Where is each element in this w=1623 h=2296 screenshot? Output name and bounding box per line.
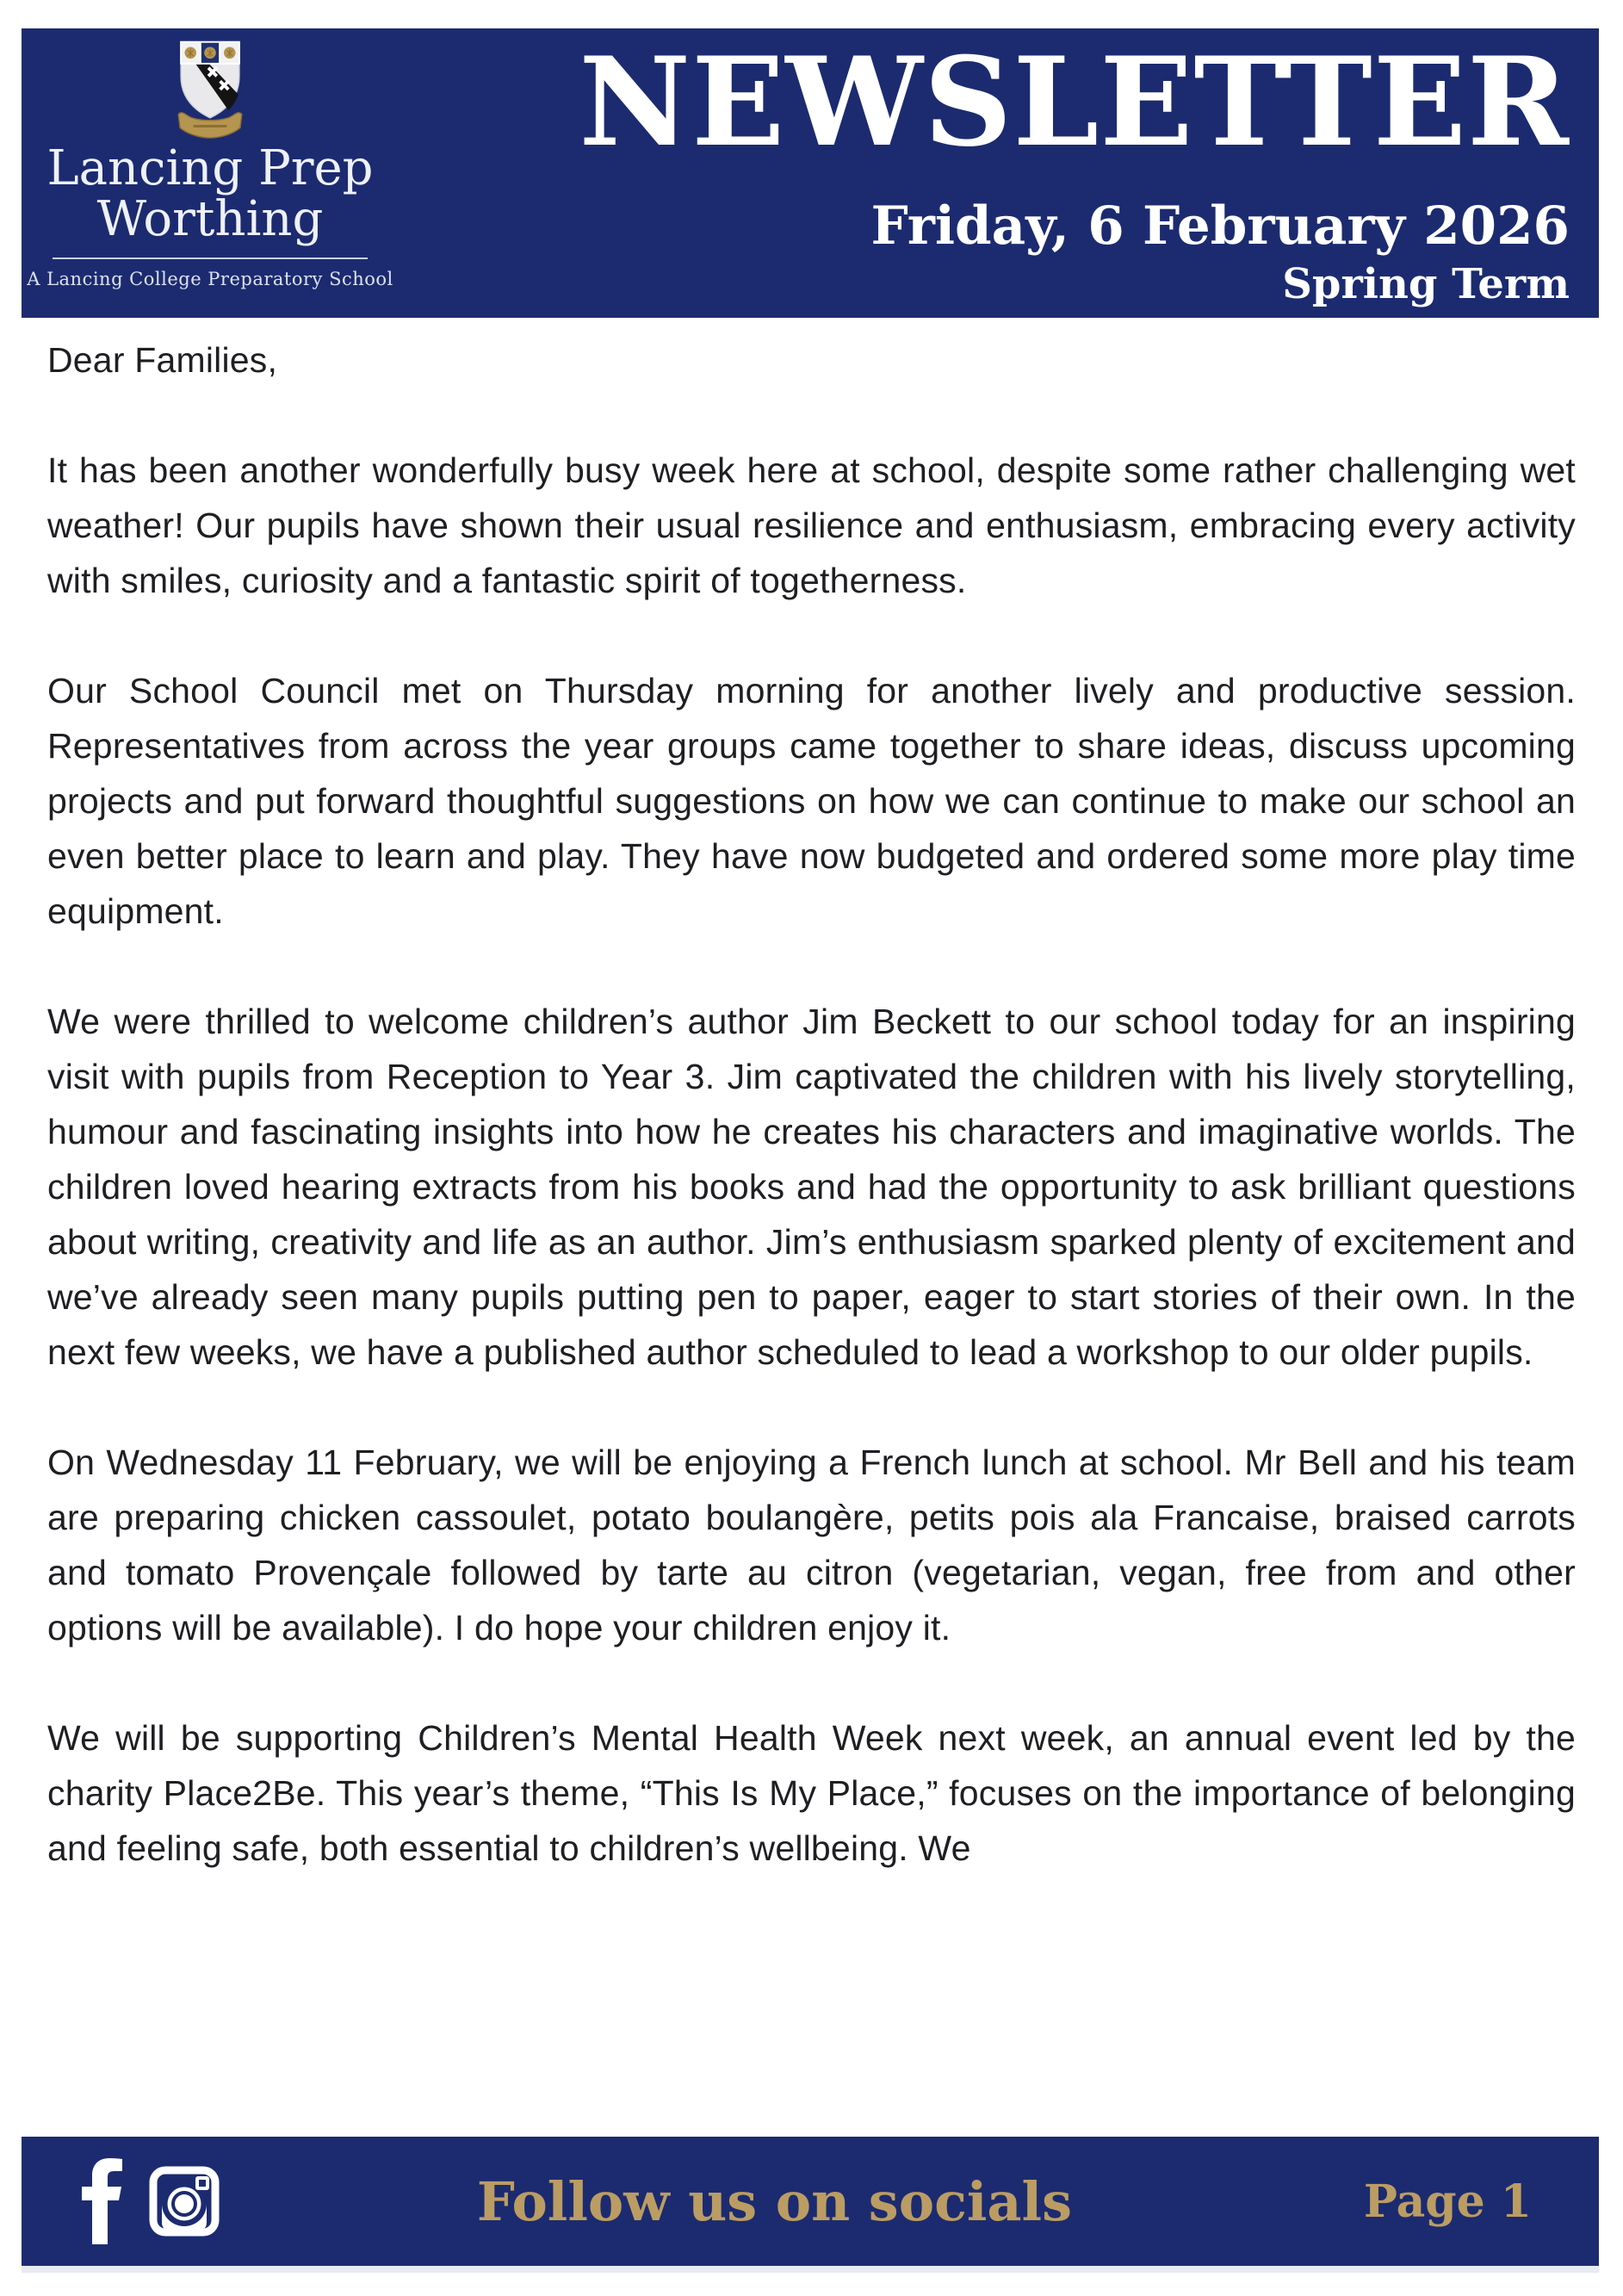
paragraph-mental-health-week: We will be supporting Children’s Mental Health Week next week, an annual event led by the charity Place2Be. This year’s theme, “This Is My Place,” focuses on the importance of belonging and feeling safe, both essential to children’s wellbeing. We	[47, 1718, 1576, 1868]
header-title-block	[399, 28, 1599, 318]
paragraph-week-summary: It has been another wonderfully busy week here at school, despite some rather challenging wet weather! Our pupils have shown their usual resilience and enthusiasm, embracing every activity with smiles, curiosity and a fantastic spirit of togetherness.	[47, 450, 1576, 600]
letter-body	[47, 317, 1576, 1931]
social-icons	[78, 2158, 220, 2244]
school-name-line1: Lancing Prep	[46, 140, 374, 196]
header-band	[22, 28, 1599, 318]
paragraph-author-visit: We were thrilled to welcome children’s author Jim Beckett to our school today for an inspiring visit with pupils from Reception to Year 3. Jim captivated the children with his lively storytelling, humour and fascinating insights into how he creates his characters and imaginative worlds. The children loved hearing extracts from his books and had the opportunity to ask brilliant questions about writing, creativity and life as an author. Jim’s enthusiasm sparked plenty of excitement and we’ve already seen many pupils putting pen to paper, eager to start stories of their own. In the next few weeks, we have a published author scheduled to lead a workshop to our older pupils.	[47, 1002, 1576, 1372]
school-name-line2: Worthing	[96, 191, 324, 248]
paragraph-school-council: Our School Council met on Thursday morning for another lively and productive session. Representatives from across the year groups came together to share ideas, discuss upcoming projects and put forward thoughtful suggestions on how we can continue to make our school an even better place to learn and play. They have now budgeted and ordered some more play time equipment.	[47, 671, 1576, 931]
logo-tagline: A Lancing College Preparatory School	[27, 268, 393, 289]
instagram-icon[interactable]	[149, 2166, 220, 2237]
paragraph-french-lunch: On Wednesday 11 February, we will be enjoying a French lunch at school. Mr Bell and his team are preparing chicken cassoulet, potato boulangère, petits pois ala Francaise, braised carrots and tomato Provençale followed by tarte au citron (vegetarian, vegan, free from and other options will be available). I do hope your children enjoy it.	[47, 1443, 1576, 1648]
page-number: Page 1	[1363, 2175, 1532, 2228]
school-name	[46, 140, 374, 248]
school-logo	[22, 28, 399, 318]
footer-band	[22, 2137, 1599, 2266]
newsletter-term: Spring Term	[1282, 259, 1570, 308]
salutation: Dear Families,	[47, 340, 278, 380]
newsletter-date: Friday, 6 February 2026	[870, 195, 1570, 257]
follow-us-cta: Follow us on socials	[476, 2169, 1073, 2233]
page-bottom-shadow	[22, 2266, 1599, 2273]
school-crest-icon	[170, 34, 250, 140]
logo-divider	[53, 258, 368, 259]
facebook-icon[interactable]	[78, 2158, 123, 2244]
newsletter-title: NEWSLETTER	[579, 31, 1570, 174]
